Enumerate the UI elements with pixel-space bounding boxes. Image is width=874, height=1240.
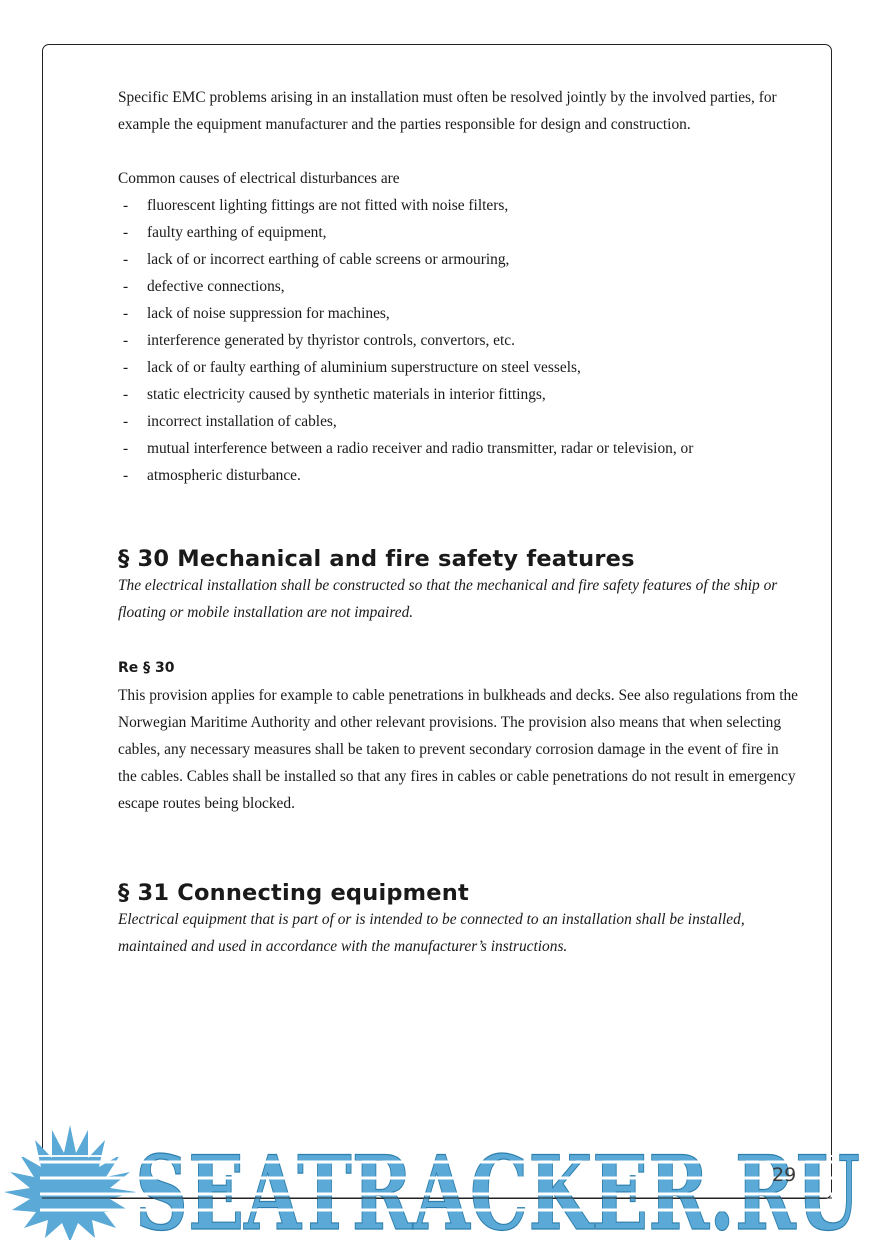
page-number: 29 bbox=[772, 1164, 797, 1186]
page-content bbox=[118, 84, 798, 960]
list-item: - static electricity caused by synthetic materials in interior fittings, bbox=[118, 381, 798, 408]
list-item: - interference generated by thyristor controls, convertors, etc. bbox=[118, 327, 798, 354]
watermark-text: SEATRACKER.RU bbox=[135, 1134, 860, 1240]
list-item: - faulty earthing of equipment, bbox=[118, 219, 798, 246]
causes-list bbox=[118, 192, 798, 489]
section-30-statement: The electrical installation shall be constructed so that the mechanical and fire safety features of the ship or floating or mobile installation are not impaired. bbox=[118, 577, 778, 621]
list-item: - atmospheric disturbance. bbox=[118, 462, 798, 489]
section-30-heading: § 30 Mechanical and fire safety features bbox=[118, 546, 635, 572]
list-item: - lack of or faulty earthing of aluminium superstructure on steel vessels, bbox=[118, 354, 798, 381]
list-item: - mutual interference between a radio receiver and radio transmitter, radar or television, or bbox=[118, 435, 798, 462]
re-section-30-heading: Re § 30 bbox=[118, 660, 175, 676]
list-item: - defective connections, bbox=[118, 273, 798, 300]
list-item: - incorrect installation of cables, bbox=[118, 408, 798, 435]
sun-icon bbox=[4, 1125, 136, 1240]
causes-lead: Common causes of electrical disturbances are bbox=[118, 170, 400, 187]
intro-paragraph: Specific EMC problems arising in an installation must often be resolved jointly by the involved parties, for example the equipment manufacturer and the parties responsible for design and construction. bbox=[118, 89, 777, 133]
seatracker-watermark bbox=[0, 1110, 874, 1240]
list-item: - lack of noise suppression for machines, bbox=[118, 300, 798, 327]
re-section-30-text: This provision applies for example to cable penetrations in bulkheads and decks. See also regulations from the Norwegian Maritime Authority and other relevant provisions. The provision also means that when selecting cables, any necessary measures shall be taken to prevent secondary corrosion damage in the event of fire in the cables. Cables shall be installed so that any fires in cables or cable penetrations do not result in emergency escape routes being blocked. bbox=[118, 687, 798, 812]
section-31-heading: § 31 Connecting equipment bbox=[118, 880, 469, 906]
list-item: - fluorescent lighting fittings are not fitted with noise filters, bbox=[118, 192, 798, 219]
section-31-statement: Electrical equipment that is part of or is intended to be connected to an installation shall be installed, maintained and used in accordance with the manufacturer’s instructions. bbox=[118, 911, 745, 955]
list-item: - lack of or incorrect earthing of cable screens or armouring, bbox=[118, 246, 798, 273]
